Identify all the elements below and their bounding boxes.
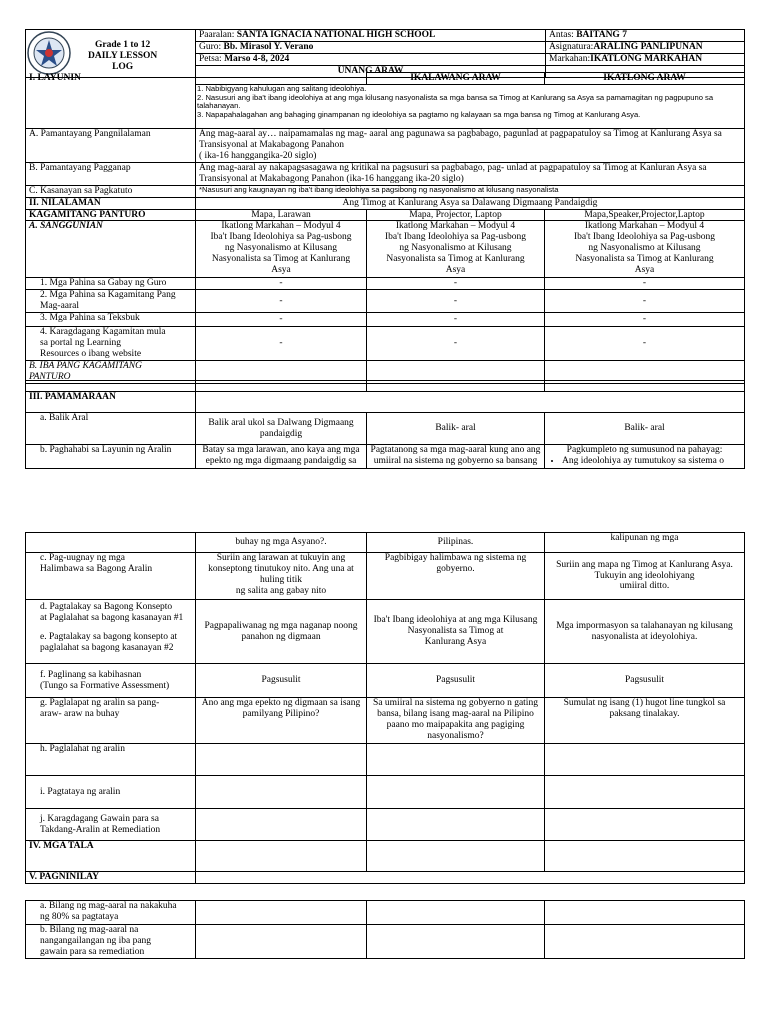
sanggunian-label: A. SANGGUNIAN: [26, 221, 196, 278]
pagtalakay-label-cell: [26, 600, 196, 664]
day2-header: IKALAWANG ARAW: [367, 73, 545, 85]
pagninilay-label: V. PAGNINILAY: [26, 872, 196, 884]
layunin-item: 1. Nabibigyang kahulugan ang salitang ideolohiya.: [197, 84, 367, 93]
paghahabi-label: b. Paghahabi sa Layunin ng Aralin: [26, 445, 196, 469]
kagamitan-day2: Mapa, Projector, Laptop: [367, 209, 545, 221]
paghahabi-day3-bullet: • Ang ideolohiya ay tumutukoy sa sistema o: [562, 456, 741, 467]
sanggunian-day2: Ikatlong Markahan – Modyul 4 Iba't Ibang Ideolohiya sa Pag-usbong ng Nasyonalismo at Kilusang Nasyonalista sa Timog at Kanlurang Asya: [367, 221, 545, 278]
balik-aral-day2: Balik- aral: [367, 413, 545, 445]
kagamitan-day1: Mapa, Larawan: [196, 209, 367, 221]
layunin-item: 2. Nasusuri ang iba't ibang ideolohiya at ang mga kilusang nasyonalista sa mga bansa sa Timog at Kanlurang sa Asya sa pamamagitan ng pagpupuno sa talahanayan.: [197, 92, 714, 111]
paghahabi-day3: [545, 445, 745, 469]
paglalapat-day2: Sa umiiral na sistema ng gobyerno n gating bansa, bilang isang mag-aaral na Pilipino paano mo maipapakita ang pagiging nasyonalismo?: [367, 698, 545, 744]
guro-value: Bb. Mirasol Y. Verano: [223, 41, 314, 52]
header-logo-cell: [26, 30, 196, 78]
remediation-day1: [196, 925, 367, 959]
paglinang-day1: Pagsusulit: [196, 664, 367, 698]
day3-header: IKATLONG ARAW: [545, 73, 745, 85]
pagtalakay-day2: Iba't Ibang ideolohiya at ang mga Kilusang Nasyonalista sa Timog at Kanlurang Asya: [367, 600, 545, 664]
sanggunian-day1: Ikatlong Markahan – Modyul 4 Iba't Ibang Ideolohiya sa Pag-usbong ng Nasyonalismo at Kilusang Nasyonalista sa Timog at Kanlurang Asya: [196, 221, 367, 278]
nakakuha-80-day3: [545, 901, 745, 925]
pamantayan-a-label: A. Pamantayang Pangnilalaman: [26, 128, 196, 162]
day1-header: UNANG ARAW: [196, 65, 546, 77]
layunin-label: I. LAYUNIN: [26, 73, 196, 129]
continuation-day1: buhay ng mga Asyano?.: [196, 533, 367, 553]
petsa-value: Marso 4-8, 2024: [224, 53, 290, 64]
pagtataya-label: i. Pagtataya ng aralin: [26, 776, 196, 809]
asignatura-value: ARALING PANLIPUNAN: [593, 41, 703, 52]
header-table: [25, 29, 745, 78]
dll-table-page2: [25, 532, 745, 884]
layunin-item: 3. Napapahalagahan ang bahaging ginampanan ng ideolohiya sa pagtamo ng kalayaan sa mga bansa ng Timog at Kanlurang Asya.: [197, 110, 641, 120]
paghahabi-day3-text: Pagkumpleto ng sumusunod na pahayag:: [566, 445, 723, 455]
nakakuha-80-day1: [196, 901, 367, 925]
paglalahat-day1: [196, 744, 367, 776]
pagninilay-table: [25, 900, 745, 959]
markahan-cell: [546, 53, 745, 65]
paglalahat-day3: [545, 744, 745, 776]
karagdagang-kagamitan-day1: -: [196, 327, 367, 361]
karagdagang-gawain-day2: [367, 809, 545, 841]
kasanayan-value: *Nasusuri ang kaugnayan ng iba't ibang ideolohiya sa pagsibong ng nasyonalismo at kilusang nasyonalista: [196, 185, 745, 197]
pamamaraan-span: [196, 392, 745, 413]
kagamitang-mag-aaral-day3: -: [545, 290, 745, 313]
antas-value: BAITANG 7: [576, 30, 627, 40]
teksbuk-day3: -: [545, 313, 745, 327]
karagdagang-kagamitan-day3: -: [545, 327, 745, 361]
asignatura-label: Asignatura:: [549, 41, 594, 52]
gabay-guro-day1: -: [196, 278, 367, 290]
mga-tala-day2: [367, 841, 545, 872]
gabay-guro-day3: -: [545, 278, 745, 290]
mga-tala-day1: [196, 841, 367, 872]
pag-uugnay-day1: Suriin ang larawan at tukuyin ang konseptong tinutukoy nito. Ang una at huling titik ng salita ang gabay nito: [196, 553, 367, 600]
paghahabi-day2: Pagtatanong sa mga mag-aaral kung ano ang umiiral na sistema ng gobyerno sa bansang: [367, 445, 545, 469]
pagtataya-day2: [367, 776, 545, 809]
karagdagang-gawain-label: j. Karagdagang Gawain para sa Takdang-Aralin at Remediation: [26, 809, 196, 841]
kagamitan-label: KAGAMITANG PANTURO: [26, 209, 196, 221]
paaralan-label: Paaralan:: [199, 30, 235, 40]
balik-aral-day3: Balik- aral: [545, 413, 745, 445]
nilalaman-label: II. NILALAMAN: [26, 197, 196, 209]
karagdagang-kagamitan-day2: -: [367, 327, 545, 361]
balik-aral-label: a. Balik Aral: [26, 413, 196, 445]
pagtataya-day3: [545, 776, 745, 809]
gabay-guro-label: 1. Mga Pahina sa Gabay ng Guro: [26, 278, 196, 290]
paglalahat-label: h. Paglalahat ng aralin: [26, 744, 196, 776]
remediation-label: b. Bilang ng mag-aaral na nangangailangan ng iba pang gawain para sa remediation: [26, 925, 196, 959]
karagdagang-gawain-day1: [196, 809, 367, 841]
paglinang-day2: Pagsusulit: [367, 664, 545, 698]
kagamitang-mag-aaral-day1: -: [196, 290, 367, 313]
paaralan-value: SANTA IGNACIA NATIONAL HIGH SCHOOL: [236, 30, 436, 40]
kagamitan-day3: Mapa,Speaker,Projector,Laptop: [545, 209, 745, 221]
guro-label: Guro:: [199, 41, 222, 52]
paghahabi-day1: Batay sa mga larawan, ano kaya ang mga epekto ng mga digmaang pandaigdig sa: [196, 445, 367, 469]
kagamitang-mag-aaral-day2: -: [367, 290, 545, 313]
pag-uugnay-day2: Pagbibigay halimbawa ng sistema ng gobyerno.: [367, 553, 545, 600]
dll-table-page1: [25, 72, 745, 384]
pagtalakay-day3: Mga impormasyon sa talahanayan ng kilusang nasyonalista at ideyolohiya.: [545, 600, 745, 664]
pamamaraan-label: III. PAMAMARAAN: [26, 392, 196, 413]
mga-tala-label: IV. MGA TALA: [26, 841, 196, 872]
pagtataya-day1: [196, 776, 367, 809]
deped-seal-icon: [26, 30, 72, 76]
continuation-day2: Pilipinas.: [367, 533, 545, 553]
pag-uugnay-day3: Suriin ang mapa ng Timog at Kanlurang Asya. Tukuyin ang ideolohiyang umiiral ditto.: [545, 553, 745, 600]
paglinang-day3: Pagsusulit: [545, 664, 745, 698]
paglalapat-label: g. Paglalapat ng aralin sa pang- araw- araw na buhay: [26, 698, 196, 744]
pamantayan-b-value: Ang mag-aaral ay nakapagsasagawa ng kritikal na pagsusuri sa pagbabago, pag- unlad at pagpapatuloy sa Timog at Kanluran Asya sa Transisyonal at Makabagong Panahon (ika-16 hanggang ika-20 siglo): [196, 162, 745, 185]
guro-cell: [196, 41, 546, 53]
remediation-day2: [367, 925, 545, 959]
spacer-cell: [26, 381, 196, 392]
pagtalakay-1-label: d. Pagtalakay sa Bagong Konsepto at Paglalahat sa bagong kasanayan #1: [40, 602, 184, 623]
continuation-label: [26, 533, 196, 553]
paglalapat-day3: Sumulat ng isang (1) hugot line tungkol sa paksang tinalakay.: [545, 698, 745, 744]
teksbuk-label: 3. Mga Pahina sa Teksbuk: [26, 313, 196, 327]
sanggunian-day3: Ikatlong Markahan – Modyul 4 Iba't Ibang Ideolohiya sa Pag-usbong ng Nasyonalismo at Kilusang Nasyonalista sa Timog at Kanlurang Asya: [545, 221, 745, 278]
nakakuha-80-day2: [367, 901, 545, 925]
teksbuk-day1: -: [196, 313, 367, 327]
petsa-cell: [196, 53, 546, 65]
pagtalakay-day1: Pagpapaliwanag ng mga naganap noong panahon ng digmaan: [196, 600, 367, 664]
pagninilay-span: [196, 872, 745, 884]
markahan-value: IKATLONG MARKAHAN: [590, 53, 703, 64]
paglalapat-day1: Ano ang mga epekto ng digmaan sa isang pamilyang Pilipino?: [196, 698, 367, 744]
paaralan-cell: [196, 30, 546, 42]
nakakuha-80-label: a. Bilang ng mag-aaral na nakakuha ng 80% sa pagtataya: [26, 901, 196, 925]
antas-label: Antas:: [549, 30, 574, 40]
paglalahat-day2: [367, 744, 545, 776]
pamantayan-a-value: Ang mag-aaral ay… naipamamalas ng mag- aaral ang pagunawa sa pagbabago, pagunlad at pagpapatuloy sa Timog at Kanlurang Asya sa Transisyonal at Makabagong Panahon ( ika-16 hanggangika-20 siglo): [196, 128, 745, 162]
antas-cell: [546, 30, 745, 42]
paglinang-label: f. Paglinang sa kabihasnan (Tungo sa Formative Assessment): [26, 664, 196, 698]
pag-uugnay-label: c. Pag-uugnay ng mga Halimbawa sa Bagong Aralin: [26, 553, 196, 600]
pamantayan-b-label: B. Pamantayang Pagganap: [26, 162, 196, 185]
teksbuk-day2: -: [367, 313, 545, 327]
karagdagang-gawain-day3: [545, 809, 745, 841]
asignatura-cell: [546, 41, 745, 53]
kagamitang-mag-aaral-label: 2. Mga Pahina sa Kagamitang Pang Mag-aaral: [26, 290, 196, 313]
pagtalakay-2-label: e. Pagtalakay sa bagong konsepto at paglalahat sa bagong kasanayan #2: [40, 631, 178, 653]
balik-aral-day1: Balik aral ukol sa Dalwang Digmaang pandaigdig: [196, 413, 367, 445]
nilalaman-value: Ang Timog at Kanlurang Asya sa Dalawang Digmaang Pandaigdig: [196, 197, 745, 209]
markahan-label: Markahan:: [549, 53, 591, 64]
petsa-label: Petsa:: [199, 53, 222, 64]
grade-title: Grade 1 to 12 DAILY LESSON LOG: [88, 40, 158, 72]
iba-pang-kagamitan-label: B. IBA PANG KAGAMITANG PANTURO: [26, 361, 196, 384]
layunin-list: [196, 84, 745, 128]
karagdagang-kagamitan-label: 4. Karagdagang Kagamitan mula sa portal ng Learning Resources o ibang website: [26, 327, 196, 361]
continuation-day3: kalipunan ng mga: [545, 533, 745, 553]
mga-tala-day3: [545, 841, 745, 872]
kasanayan-label: C. Kasanayan sa Pagkatuto: [26, 185, 196, 197]
pamamaraan-table: [25, 380, 745, 469]
gabay-guro-day2: -: [367, 278, 545, 290]
remediation-day3: [545, 925, 745, 959]
